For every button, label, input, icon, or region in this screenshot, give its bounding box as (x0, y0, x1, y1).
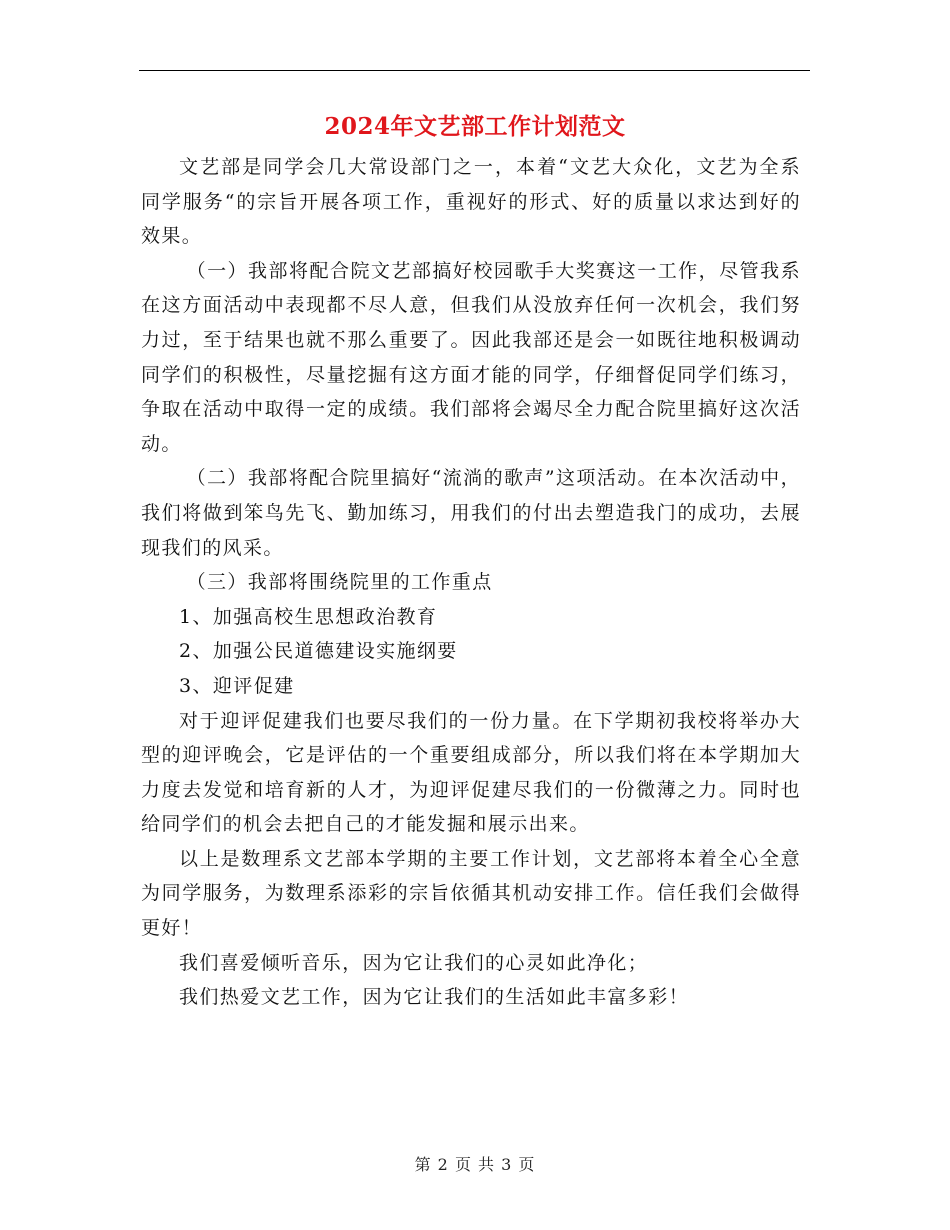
header-rule (139, 70, 810, 71)
list-item-1: 1、加强高校生思想政治教育 (179, 605, 438, 628)
paragraph-item-2: （二）我部将配合院里搞好“流淌的歌声”这项活动。在本次活动中，我们将做到笨鸟先飞、勤加练习，用我们的付出去塑造我门的成功，去展现我们的风采。 (141, 467, 801, 559)
paragraph-summary: 以上是数理系文艺部本学期的主要工作计划，文艺部将本着全心全意为同学服务，为数理系添彩的宗旨依循其机动安排工作。信任我们会做得更好！ (141, 847, 801, 940)
list-item-2: 2、加强公民道德建设实施纲要 (179, 640, 458, 663)
document-title: 2024年文艺部工作计划范文 (324, 113, 626, 140)
paragraph-item-3: （三）我部将围绕院里的工作重点 (186, 571, 493, 594)
paragraph-intro: 文艺部是同学会几大常设部门之一，本着“文艺大众化，文艺为全系同学服务“的宗旨开展各项工作，重视好的形式、好的质量以求达到好的效果。 (141, 156, 801, 248)
closing-line-2: 我们热爱文艺工作，因为它让我们的生活如此丰富多彩！ (179, 986, 690, 1009)
paragraph-item-1: （一）我部将配合院文艺部搞好校园歌手大奖赛这一工作，尽管我系在这方面活动中表现都不尽人意，但我们从没放弃任何一次机会，我们努力过，至于结果也就不那么重要了。因此我部还是会一如既往地积极调动同学们的积极性，尽量挖掘有这方面才能的同学，仔细督促同学们练习，争取在活动中取得一定的成绩。我们部将会竭尽全力配合院里搞好这次活动。 (141, 259, 801, 455)
paragraph-evaluation: 对于迎评促建我们也要尽我们的一份力量。在下学期初我校将举办大型的迎评晚会，它是评估的一个重要组成部分，所以我们将在本学期加大力度去发觉和培育新的人才，为迎评促建尽我们的一份微薄之力。同时也给同学们的机会去把自己的才能发掘和展示出来。 (141, 709, 801, 836)
page-number: 第 2 页 共 3 页 (414, 1155, 536, 1174)
document-body (141, 150, 801, 1015)
list-item-3: 3、迎评促建 (179, 674, 295, 697)
closing-line-1: 我们喜爱倾听音乐，因为它让我们的心灵如此净化； (179, 951, 649, 974)
